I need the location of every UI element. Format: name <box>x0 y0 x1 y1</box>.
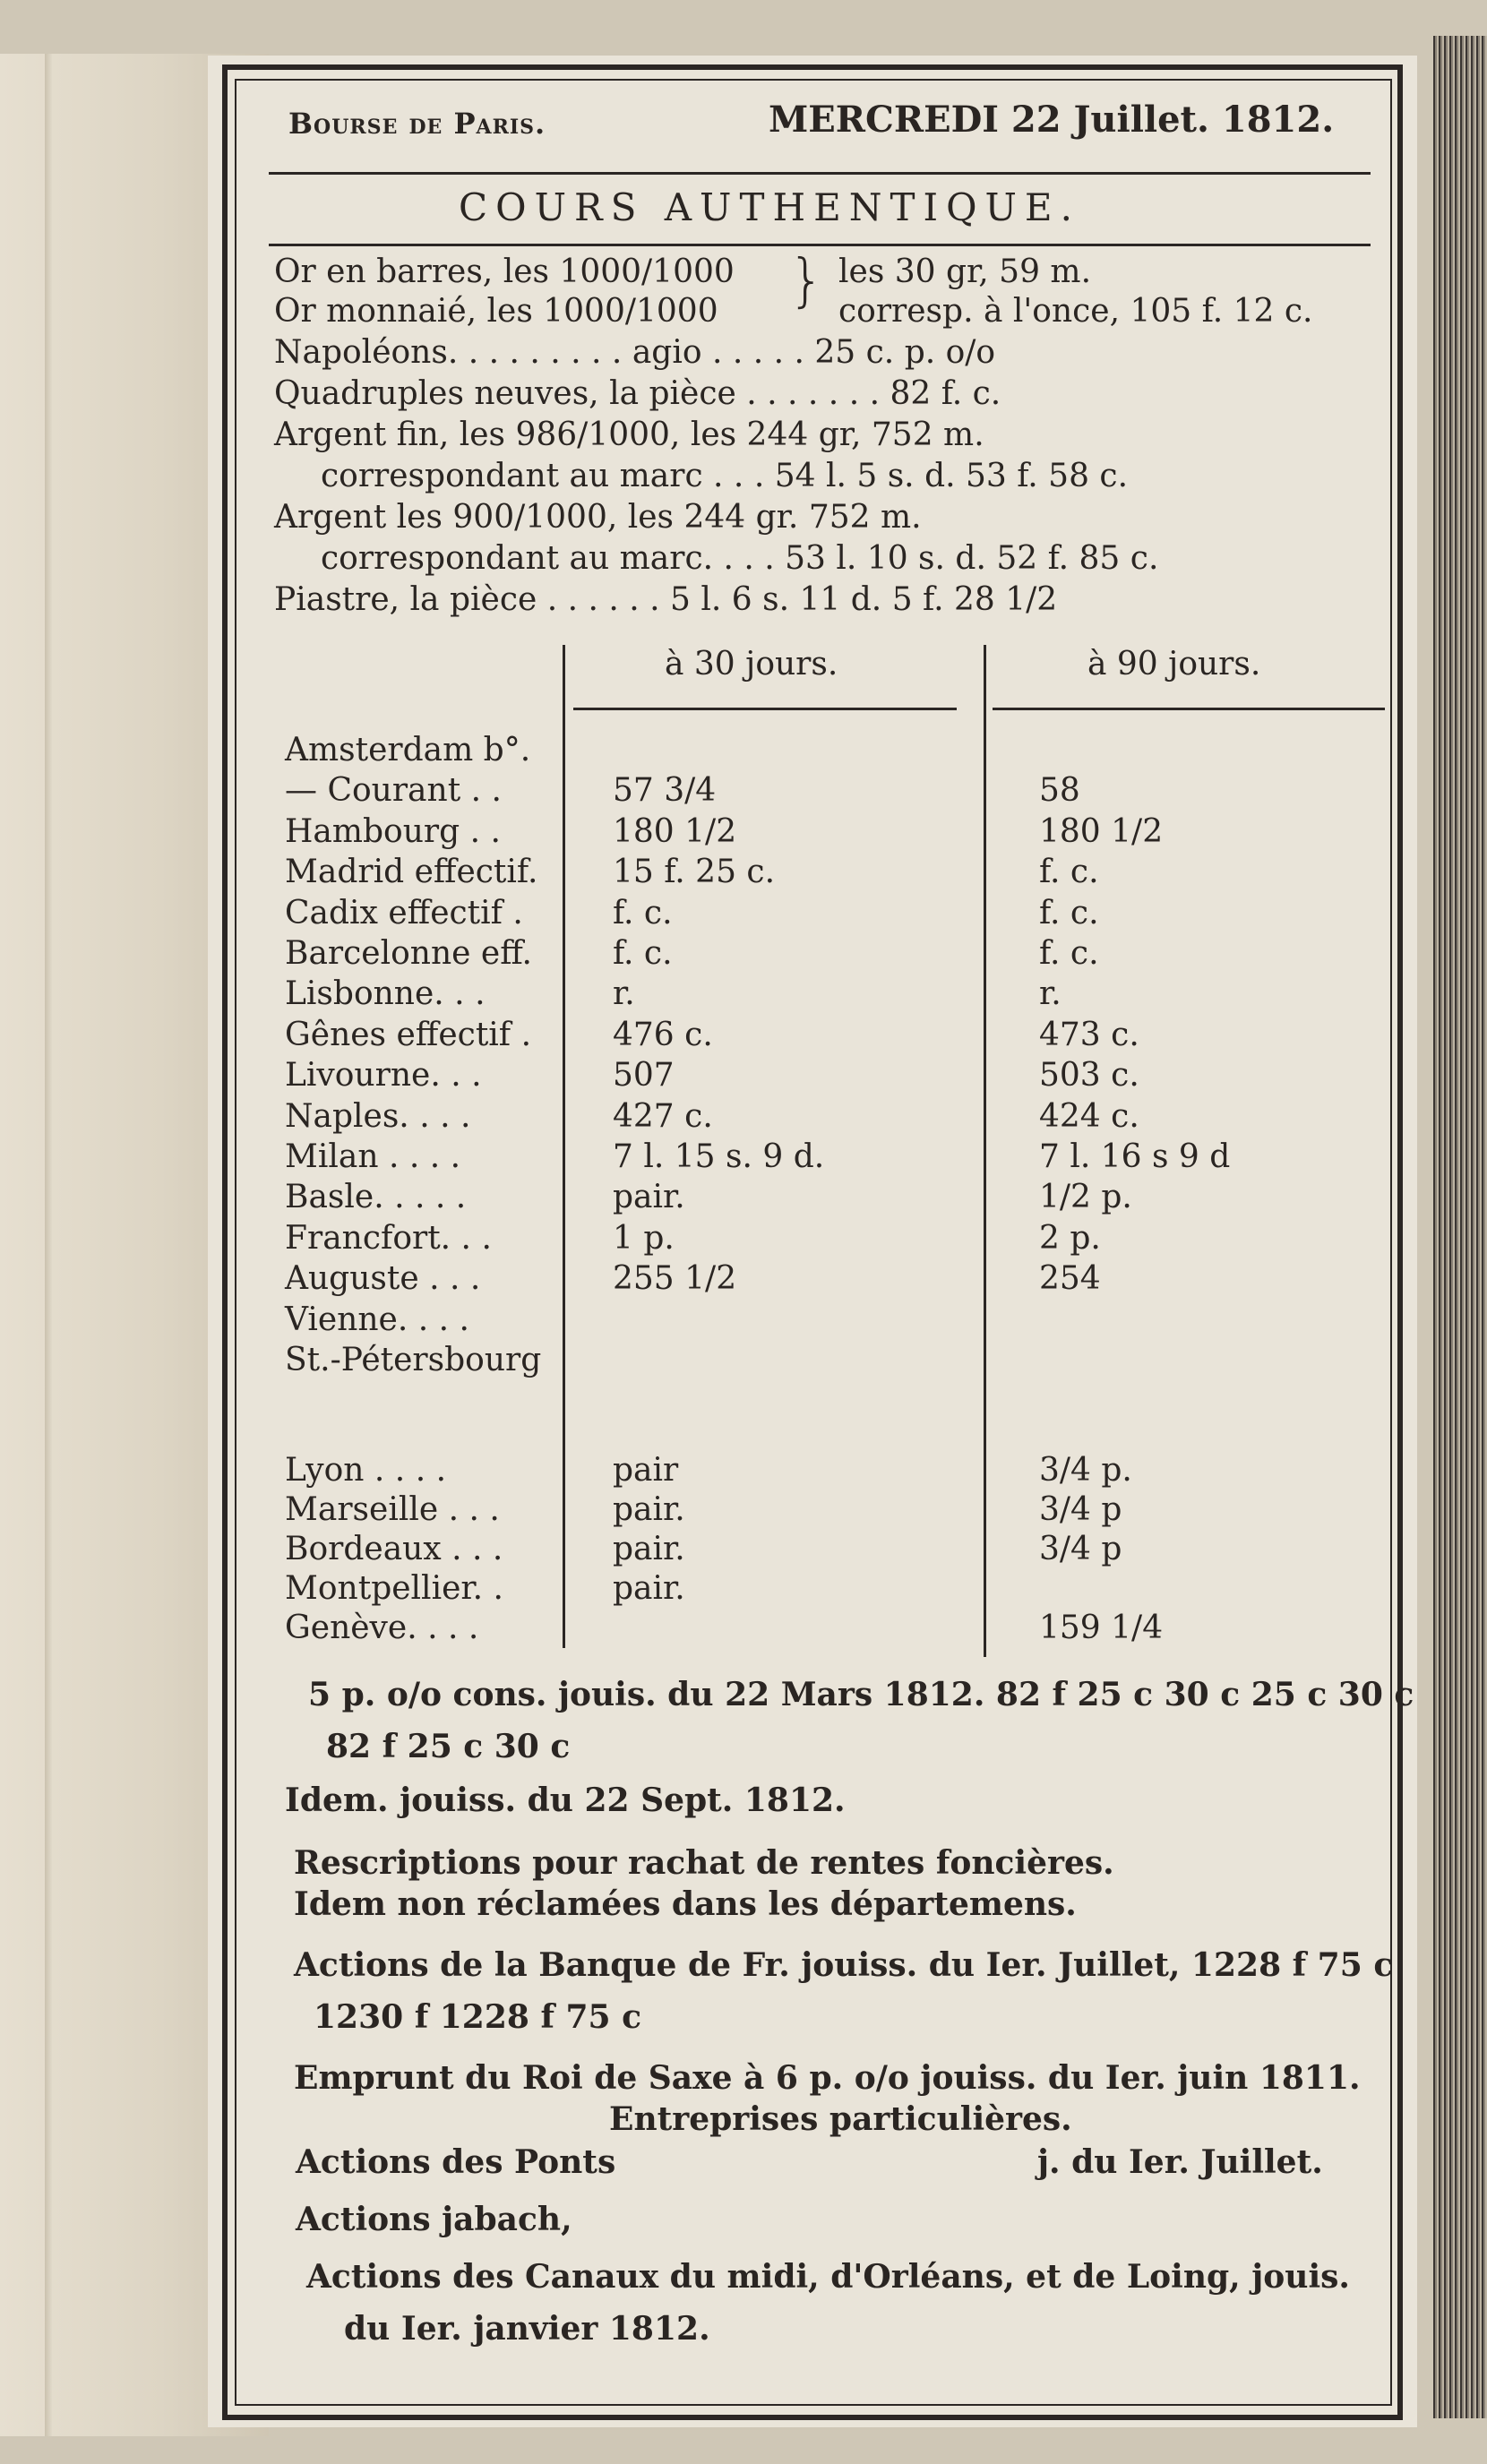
exchange-place: Genève. . . . <box>285 1610 479 1646</box>
exchange-place: Barcelonne eff. <box>285 935 532 972</box>
rate-30-jours: 427 c. <box>613 1097 713 1135</box>
idem-non-reclamees: Idem non réclamées dans les départemens. <box>294 1885 1077 1923</box>
exchange-place: Bordeaux . . . <box>285 1531 503 1567</box>
or-monnaie: Or monnaié, les 1000/1000 <box>274 293 718 330</box>
rate-90-jours: 3/4 p <box>1039 1531 1122 1567</box>
rate-90-jours: 503 c. <box>1039 1057 1139 1095</box>
rate-90-jours: 424 c. <box>1039 1097 1139 1135</box>
rate-30-jours: pair <box>613 1452 679 1489</box>
exchange-place: Hambourg . . <box>285 812 501 850</box>
rate-30-jours: pair. <box>613 1570 685 1607</box>
actions-canaux-cont: du Ier. janvier 1812. <box>344 2310 710 2348</box>
idem-sept: Idem. jouiss. du 22 Sept. 1812. <box>285 1781 846 1819</box>
rate-90-jours: 473 c. <box>1039 1016 1139 1053</box>
argent-fin-marc: correspondant au marc . . . 54 l. 5 s. d. 53 f. 58 c. <box>321 458 1129 494</box>
argent-900: Argent les 900/1000, les 244 gr. 752 m. <box>274 499 922 536</box>
col-30-rule <box>573 708 957 710</box>
rate-90-jours: 1/2 p. <box>1039 1179 1132 1216</box>
rate-30-jours: 7 l. 15 s. 9 d. <box>613 1138 825 1175</box>
rate-90-jours: 3/4 p <box>1039 1491 1122 1528</box>
rate-30-jours: 180 1/2 <box>613 812 737 850</box>
rate-30-jours: 15 f. 25 c. <box>613 854 776 891</box>
header-rule <box>269 172 1371 175</box>
rate-90-jours: 159 1/4 <box>1039 1610 1164 1646</box>
banque-france-cont: 1230 f 1228 f 75 c <box>314 1998 642 2036</box>
col-30-jours: à 30 jours. <box>665 646 838 683</box>
exchange-place: Madrid effectif. <box>285 854 538 891</box>
banque-france: Actions de la Banque de Fr. jouiss. du Ier. Juillet, 1228 f 75 c <box>294 1946 1394 1984</box>
napoleons: Napoléons. . . . . . . . . agio . . . . . 25 c. p. o/o <box>274 334 996 371</box>
actions-ponts-date: j. du Ier. Juillet. <box>1037 2143 1323 2181</box>
header-right: MERCREDI 22 Juillet. 1812. <box>769 99 1335 141</box>
header-left: Bourse de Paris. <box>288 107 546 141</box>
exchange-place: Naples. . . . <box>285 1097 471 1135</box>
exchange-place: Marseille . . . <box>285 1491 500 1528</box>
rate-30-jours: f. c. <box>613 935 673 972</box>
title-rule <box>269 244 1371 246</box>
quadruples: Quadruples neuves, la pièce . . . . . . . 82 f. c. <box>274 375 1001 412</box>
actions-jabach: Actions jabach, <box>296 2201 572 2238</box>
table-divider-right <box>984 645 986 1657</box>
brace: } <box>788 248 825 314</box>
exchange-place: Vienne. . . . <box>285 1301 469 1338</box>
or-monnaie-value: corresp. à l'once, 105 f. 12 c. <box>838 293 1313 330</box>
page-title: COURS AUTHENTIQUE. <box>459 185 1080 229</box>
rate-30-jours: r. <box>613 975 635 1013</box>
exchange-place: Amsterdam b°. <box>285 732 531 768</box>
argent-900-marc: correspondant au marc. . . . 53 l. 10 s. d. 52 f. 85 c. <box>321 540 1159 577</box>
actions-canaux: Actions des Canaux du midi, d'Orléans, et de Loing, jouis. <box>306 2258 1350 2296</box>
rate-90-jours: r. <box>1039 975 1062 1013</box>
rate-90-jours: f. c. <box>1039 935 1099 972</box>
exchange-place: Cadix effectif . <box>285 894 523 932</box>
rescriptions: Rescriptions pour rachat de rentes foncières. <box>294 1844 1114 1882</box>
rate-30-jours: f. c. <box>613 894 673 932</box>
rate-90-jours: 254 <box>1039 1260 1101 1298</box>
or-barres: Or en barres, les 1000/1000 <box>274 253 735 290</box>
page-edges <box>1433 36 1487 2418</box>
rate-30-jours: pair. <box>613 1531 685 1567</box>
rate-30-jours: 57 3/4 <box>613 772 717 810</box>
rate-90-jours: f. c. <box>1039 854 1099 891</box>
rate-30-jours: 255 1/2 <box>613 1260 737 1298</box>
piastre: Piastre, la pièce . . . . . . 5 l. 6 s. 11 d. 5 f. 28 1/2 <box>274 581 1058 618</box>
exchange-place: Lisbonne. . . <box>285 975 486 1013</box>
exchange-place: Milan . . . . <box>285 1138 461 1175</box>
exchange-place: — Courant . . <box>285 772 502 810</box>
rate-90-jours: 3/4 p. <box>1039 1452 1132 1489</box>
exchange-place: Francfort. . . <box>285 1219 492 1257</box>
exchange-place: St.-Pétersbourg <box>285 1342 542 1378</box>
rate-30-jours: pair. <box>613 1491 685 1528</box>
rate-30-jours: pair. <box>613 1179 685 1216</box>
col-90-rule <box>993 708 1385 710</box>
exchange-place: Montpellier. . <box>285 1570 503 1607</box>
rate-90-jours: 2 p. <box>1039 1219 1101 1257</box>
rate-90-jours: 180 1/2 <box>1039 812 1164 850</box>
rate-90-jours: 58 <box>1039 772 1080 810</box>
rate-30-jours: 1 p. <box>613 1219 675 1257</box>
cons-5pct: 5 p. o/o cons. jouis. du 22 Mars 1812. 82 f 25 c 30 c 25 c 30 c <box>308 1676 1414 1713</box>
emprunt-saxe: Emprunt du Roi de Saxe à 6 p. o/o jouiss. du Ier. juin 1811. <box>294 2059 1361 2097</box>
exchange-place: Auguste . . . <box>285 1260 481 1298</box>
rate-90-jours: 7 l. 16 s 9 d <box>1039 1138 1231 1175</box>
rate-30-jours: 476 c. <box>613 1016 713 1053</box>
table-divider-left <box>563 645 565 1648</box>
actions-ponts: Actions des Ponts <box>296 2143 616 2181</box>
exchange-place: Livourne. . . <box>285 1057 482 1095</box>
col-90-jours: à 90 jours. <box>1087 646 1261 683</box>
cons-5pct-cont: 82 f 25 c 30 c <box>326 1728 571 1765</box>
rate-30-jours: 507 <box>613 1057 675 1095</box>
entreprises-heading: Entreprises particulières. <box>609 2100 1072 2138</box>
exchange-place: Gênes effectif . <box>285 1016 532 1053</box>
rate-90-jours: f. c. <box>1039 894 1099 932</box>
argent-fin: Argent fin, les 986/1000, les 244 gr, 752 m. <box>274 416 984 453</box>
or-barres-value: les 30 gr, 59 m. <box>838 253 1092 290</box>
exchange-place: Basle. . . . . <box>285 1179 467 1216</box>
exchange-place: Lyon . . . . <box>285 1452 447 1489</box>
